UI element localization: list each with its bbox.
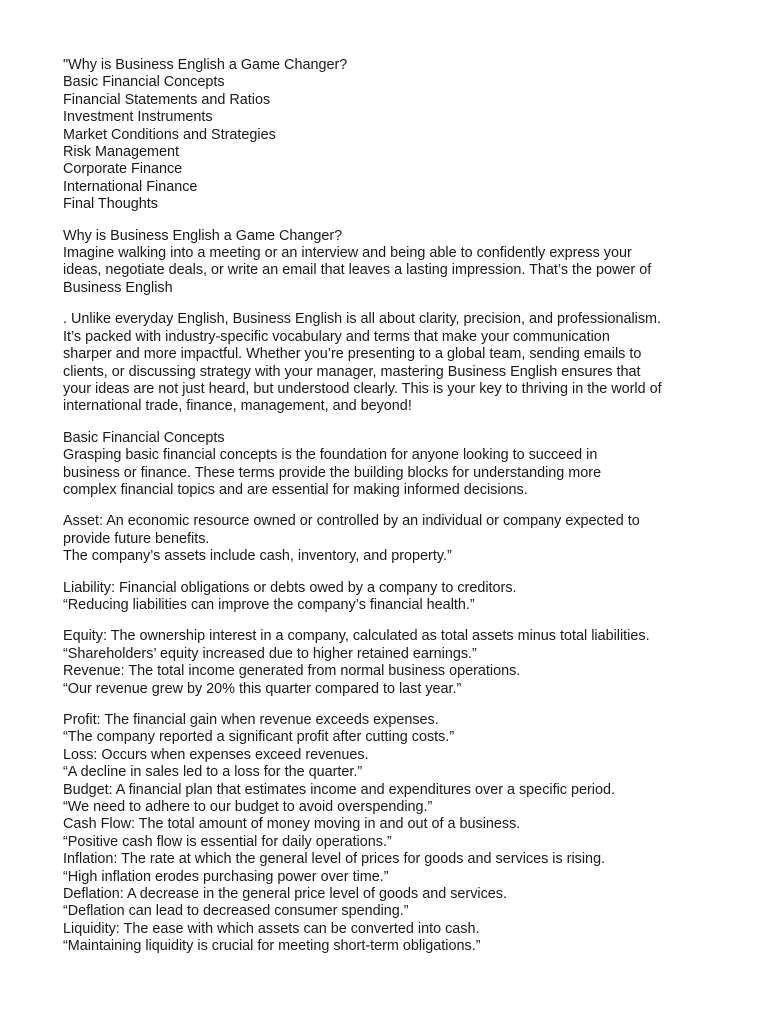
equity-revenue-definitions (63, 628, 713, 698)
toc-item: Risk Management (63, 144, 179, 161)
paragraph-line: sharper and more impactful. Whether you’re presenting to a global team, sending emails to (63, 346, 642, 363)
definition-line: provide future benefits. (63, 530, 210, 547)
example-line: “Deflation can lead to decreased consumer spending.” (63, 903, 409, 920)
example-line: “Reducing liabilities can improve the company’s financial health.” (63, 596, 475, 613)
paragraph-line: clients, or discussing strategy with your manager, mastering Business English ensures that (63, 363, 641, 380)
definition-line: Deflation: A decrease in the general price level of goods and services. (63, 886, 507, 903)
toc-item: International Finance (63, 178, 198, 195)
example-line: “A decline in sales led to a loss for the quarter.” (63, 764, 363, 781)
spacer (63, 297, 713, 311)
section-heading: Basic Financial Concepts (63, 429, 225, 446)
definition-line: Revenue: The total income generated from normal business operations. (63, 663, 521, 680)
paragraph-line: . Unlike everyday English, Business English is all about clarity, precision, and professionalism. (63, 311, 662, 328)
definition-line: Cash Flow: The total amount of money moving in and out of a business. (63, 816, 521, 833)
example-line: “Positive cash flow is essential for daily operations.” (63, 833, 392, 850)
paragraph-line: It’s packed with industry-specific vocabulary and terms that make your communication (63, 328, 610, 345)
toc-item: Financial Statements and Ratios (63, 91, 271, 108)
paragraph-line: your ideas are not just heard, but understood clearly. This is your key to thriving in the world of (63, 380, 662, 397)
basics-section (63, 430, 713, 500)
toc-item: Corporate Finance (63, 161, 183, 178)
definition-line: Inflation: The rate at which the general level of prices for goods and services is rising. (63, 851, 606, 868)
example-line: “The company reported a significant profit after cutting costs.” (63, 729, 455, 746)
definition-line: Loss: Occurs when expenses exceed revenues. (63, 746, 369, 763)
paragraph-line: complex financial topics and are essential for making informed decisions. (63, 481, 528, 498)
spacer (63, 614, 713, 628)
example-line: “Our revenue grew by 20% this quarter compared to last year.” (63, 680, 462, 697)
example-line: “Maintaining liquidity is crucial for meeting short-term obligations.” (63, 938, 481, 955)
definition-line: Liability: Financial obligations or debts owed by a company to creditors. (63, 579, 517, 596)
spacer (63, 416, 713, 430)
example-line: “Shareholders’ equity increased due to higher retained earnings.” (63, 645, 477, 662)
intro-section (63, 228, 713, 298)
definition-line: Asset: An economic resource owned or controlled by an individual or company expected to (63, 513, 640, 530)
paragraph-line: ideas, negotiate deals, or write an email that leaves a lasting impression. That’s the power of (63, 262, 652, 279)
example-line: The company’s assets include cash, inventory, and property.” (63, 548, 452, 565)
spacer (63, 566, 713, 580)
intro-paragraph-2 (63, 311, 713, 415)
terms-list (63, 712, 713, 956)
toc-item: Investment Instruments (63, 109, 213, 126)
paragraph-line: Grasping basic financial concepts is the foundation for anyone looking to succeed in (63, 447, 598, 464)
spacer (63, 214, 713, 228)
toc-item: Basic Financial Concepts (63, 74, 225, 91)
paragraph-line: Imagine walking into a meeting or an interview and being able to confidently express your (63, 245, 632, 262)
paragraph-line: Business English (63, 279, 173, 296)
asset-definition (63, 513, 713, 565)
table-of-contents (63, 57, 713, 214)
toc-item: Final Thoughts (63, 196, 158, 213)
spacer (63, 698, 713, 712)
definition-line: Equity: The ownership interest in a company, calculated as total assets minus total liabilities. (63, 628, 650, 645)
example-line: “High inflation erodes purchasing power over time.” (63, 868, 389, 885)
definition-line: Profit: The financial gain when revenue exceeds expenses. (63, 712, 439, 728)
section-heading: Why is Business English a Game Changer? (63, 227, 343, 244)
toc-item: "Why is Business English a Game Changer? (63, 57, 348, 73)
document-page (63, 57, 713, 956)
paragraph-line: business or finance. These terms provide the building blocks for understanding more (63, 464, 602, 481)
definition-line: Liquidity: The ease with which assets can be converted into cash. (63, 920, 480, 937)
spacer (63, 499, 713, 513)
definition-line: Budget: A financial plan that estimates income and expenditures over a specific period. (63, 781, 615, 798)
liability-definition (63, 580, 713, 615)
toc-item: Market Conditions and Strategies (63, 126, 276, 143)
example-line: “We need to adhere to our budget to avoid overspending.” (63, 799, 433, 816)
paragraph-line: international trade, finance, management, and beyond! (63, 398, 412, 415)
